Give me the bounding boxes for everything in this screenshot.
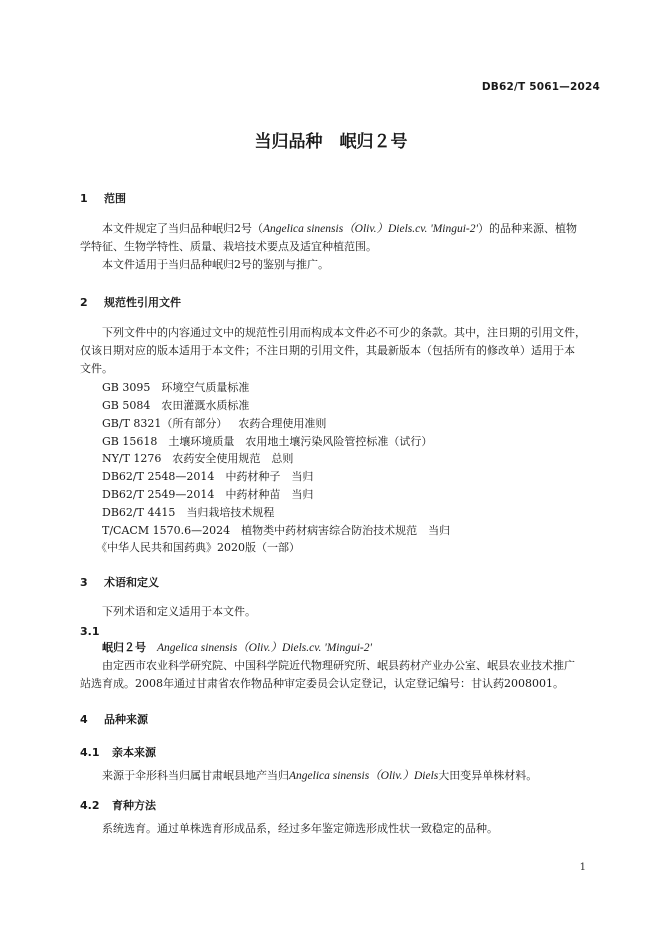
reference-item [102, 450, 293, 466]
reference-code: GB 5084 [102, 399, 151, 412]
reference-title: 植物类中药材病害综合防治技术规范 当归 [241, 524, 451, 537]
text: ）的品种来源、植物 [477, 222, 577, 235]
latin-name: Angelica sinensis（Oliv.）Diels [289, 770, 439, 782]
reference-item [102, 468, 313, 484]
reference-item [102, 379, 249, 395]
scope-paragraph-line [102, 220, 577, 238]
text: 来源于伞形科当归属甘肃岷县地产当归 [102, 769, 289, 782]
terms-intro: 下列术语和定义适用于本文件。 [102, 605, 256, 618]
term-definition-line: 由定西市农业科学研究院、中国科学院近代物理研究所、岷县药材产业办公室、岷县农业技术推广 [102, 659, 575, 672]
reference-item [102, 415, 326, 431]
latin-name: Angelica sinensis（Oliv.）Diels.cv. 'Mingui-2' [157, 642, 372, 654]
reference-item [96, 539, 300, 555]
scope-applicability: 本文件适用于当归品种岷归2号的鉴别与推广。 [102, 258, 329, 271]
term-definition-line: 站选育成。2008年通过甘肃省农作物品种审定委员会认定登记，认定登记编号：甘认药2008001。 [80, 677, 564, 690]
section-title: 范围 [104, 192, 126, 205]
reference-title: 中药材种子 当归 [225, 470, 314, 483]
reference-item [102, 397, 249, 413]
section-1-heading [80, 190, 126, 206]
subsection-title: 育种方法 [112, 799, 156, 812]
section-title: 品种来源 [104, 713, 148, 726]
scope-paragraph-line: 学特征、生物学特性、质量、栽培技术要点及适宜种植范围。 [80, 240, 377, 253]
reference-code: GB 15618 [102, 435, 158, 448]
section-4-heading [80, 711, 148, 727]
section-number: 4 [80, 713, 88, 726]
reference-code: DB62/T 2549—2014 [102, 488, 215, 501]
document-code: DB62/T 5061—2024 [481, 81, 600, 93]
reference-title: 农药安全使用规范 总则 [172, 452, 294, 465]
normative-intro-line: 文件。 [80, 362, 113, 375]
normative-intro-line: 仅该日期对应的版本适用于本文件；不注日期的引用文件，其最新版本（包括所有的修改单）适用于本 [80, 344, 575, 357]
term-number: 3.1 [80, 625, 100, 638]
subsection-number: 4.1 [80, 746, 100, 759]
latin-name: Angelica sinensis（Oliv.）Diels.cv. 'Mingui-2' [263, 223, 478, 235]
reference-code: T/CACM 1570.6—2024 [102, 524, 231, 537]
reference-item [102, 433, 432, 449]
text: 大田变异单株材料。 [438, 769, 538, 782]
reference-title: 中药材种苗 当归 [225, 488, 314, 501]
normative-intro-line: 下列文件中的内容通过文中的规范性引用而构成本文件必不可少的条款。其中，注日期的引用文件， [102, 326, 586, 339]
text: 本文件规定了当归品种岷归2号（ [102, 222, 263, 235]
section-3-heading [80, 574, 159, 590]
section-title: 术语和定义 [104, 576, 159, 589]
section-title: 规范性引用文件 [104, 296, 181, 309]
breeding-method-text: 系统选育。通过单株选育形成品系，经过多年鉴定筛选形成性状一致稳定的品种。 [102, 822, 498, 835]
reference-item [102, 522, 450, 538]
page-number: 1 [579, 862, 586, 873]
reference-item [102, 504, 274, 520]
reference-title: 当归栽培技术规程 [186, 506, 275, 519]
reference-title: 环境空气质量标准 [161, 381, 250, 394]
subsection-4-1-heading [80, 744, 156, 760]
reference-title: 农药合理使用准则 [238, 417, 327, 430]
subsection-4-2-heading [80, 797, 156, 813]
term-name: 岷归２号 [102, 641, 146, 654]
section-number: 1 [80, 192, 88, 205]
subsection-number: 4.2 [80, 799, 100, 812]
section-2-heading [80, 294, 181, 310]
reference-code: GB 3095 [102, 381, 151, 394]
reference-code: DB62/T 4415 [102, 506, 176, 519]
parent-source-text [102, 767, 537, 785]
term-entry [102, 639, 372, 657]
section-number: 3 [80, 576, 88, 589]
reference-code: GB/T 8321（所有部分） [102, 417, 228, 430]
document-title: 当归品种 岷归２号 [254, 132, 408, 152]
reference-title: 农田灌溉水质标准 [161, 399, 250, 412]
reference-code: DB62/T 2548—2014 [102, 470, 215, 483]
reference-code: NY/T 1276 [102, 452, 162, 465]
reference-title: 《中华人民共和国药典》2020版（一部） [96, 541, 300, 554]
reference-title: 土壤环境质量 农用地土壤污染风险管控标准（试行） [168, 435, 433, 448]
reference-item [102, 486, 313, 502]
subsection-title: 亲本来源 [112, 746, 156, 759]
section-number: 2 [80, 296, 88, 309]
